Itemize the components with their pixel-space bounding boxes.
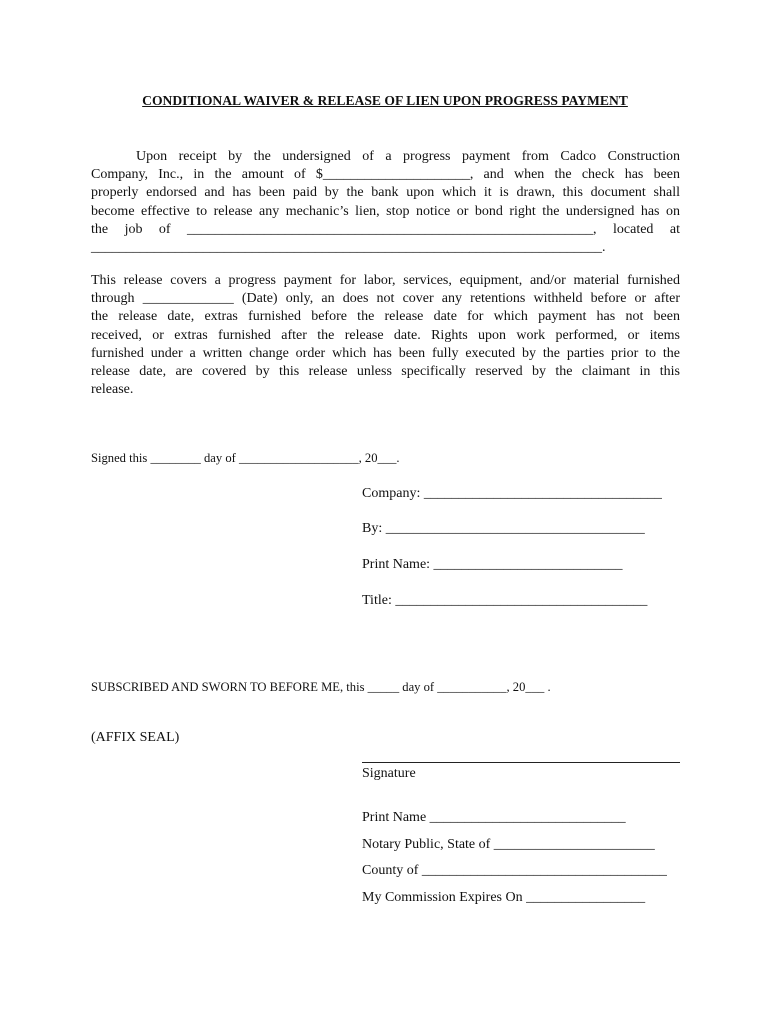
commission-expires-field: My Commission Expires On _________________ [362, 890, 646, 905]
company-field: Company: __________________________________ [362, 486, 662, 501]
paragraph-line: Company, Inc., in the amount of $_____________________, and when the check has been [91, 167, 680, 183]
paragraph-line: the job of __________________________________________________________, located at [91, 221, 680, 237]
by-field: By: _____________________________________ [362, 521, 645, 536]
release-paragraph-coverage [91, 272, 680, 399]
signed-date-line: Signed this ________ day of ___________________, 20___. [91, 451, 400, 465]
paragraph-line: furnished under a written change order which has been fully executed by the parties prior to the [91, 345, 680, 361]
notary-state-field: Notary Public, State of _______________________ [362, 837, 655, 852]
paragraph-line: release. [91, 382, 134, 398]
notary-print-name-field: Print Name ____________________________ [362, 810, 626, 825]
release-paragraph-payment [91, 148, 680, 257]
paragraph-line: become effective to release any mechanic’s lien, stop notice or bond right the undersigned has on [91, 203, 680, 219]
paragraph-line: through _____________ (Date) only, an does not cover any retentions withheld before or after [91, 291, 680, 307]
paragraph-line: received, or extras furnished after the release date. Rights upon work performed, or items [91, 327, 680, 343]
paragraph-line: properly endorsed and has been paid by the bank upon which it is drawn, this document shall [91, 185, 680, 201]
document-title: CONDITIONAL WAIVER & RELEASE OF LIEN UPON PROGRESS PAYMENT [142, 93, 628, 108]
paragraph-line: _________________________________________________________________________. [91, 239, 606, 255]
paragraph-line: This release covers a progress payment for labor, services, equipment, and/or material furnished [91, 273, 680, 288]
paragraph-line: Upon receipt by the undersigned of a progress payment from Cadco Construction [136, 149, 680, 164]
affix-seal-label: (AFFIX SEAL) [91, 730, 180, 745]
signature-line [362, 762, 680, 763]
subscribed-sworn-line: SUBSCRIBED AND SWORN TO BEFORE ME, this _____ day of ___________, 20___ . [91, 680, 551, 694]
paragraph-line: the release date, extras furnished before the release date for which payment has not been [91, 309, 680, 325]
title-field: Title: ____________________________________ [362, 593, 648, 608]
county-field: County of ___________________________________ [362, 863, 667, 878]
print-name-field: Print Name: ___________________________ [362, 557, 623, 572]
signature-label: Signature [362, 766, 416, 781]
paragraph-line: release date, are covered by this release unless specifically reserved by the claimant in this [91, 363, 680, 379]
